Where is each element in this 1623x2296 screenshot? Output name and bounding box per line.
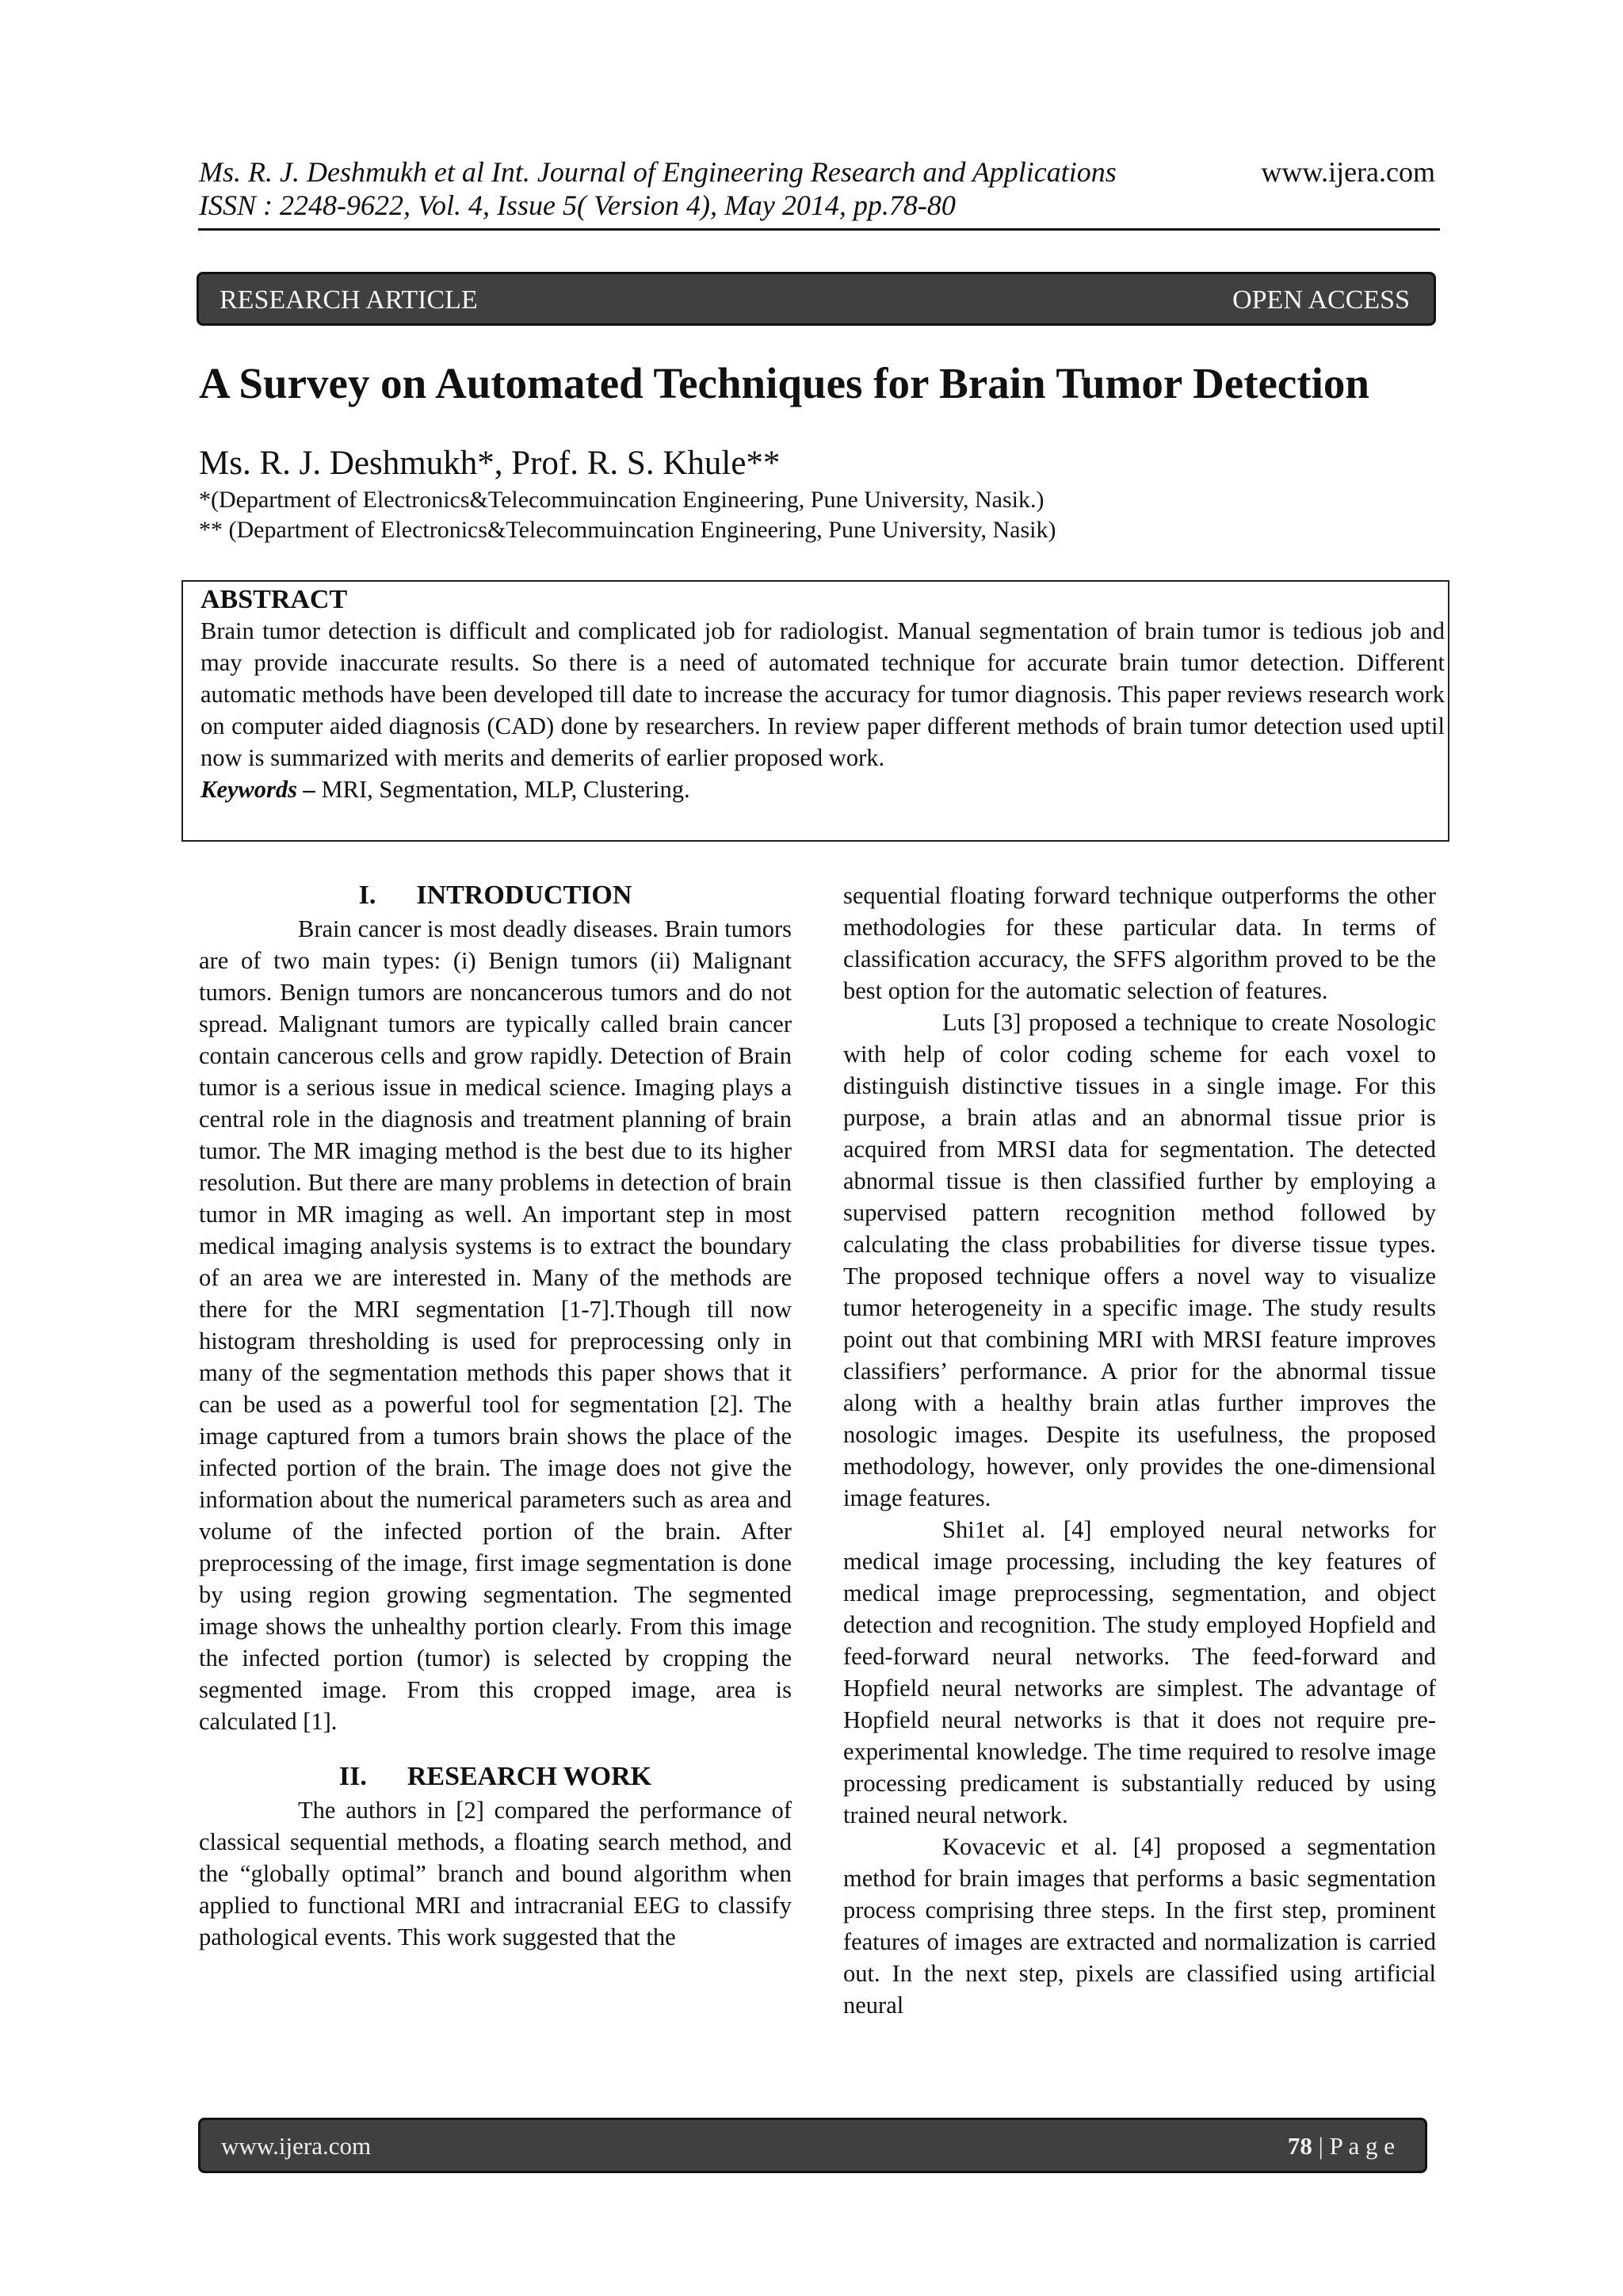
research-paragraph-luts: Luts [3] proposed a technique to create Nosologic with help of color coding scheme for each voxel to distinguish distinctive tissues in a single image. For this purpose, a brain atlas and an abnormal tissue prior is acquired from MRSI data for segmentation. The detected abnormal tissue is then classified further by employing a supervised pattern recognition method followed by calculating the class probabilities for diverse tissue types. The proposed technique offers a novel way to visualize tumor heterogeneity in a specific image. The study results point out that combining MRI with MRSI feature improves classifiers’ performance. A prior for the abnormal tissue along with a healthy brain atlas further improves the nosologic images. Despite its usefulness, the proposed methodology, however, only provides the one-dimensional image features. <box>843 1009 1436 1511</box>
running-header <box>199 155 1435 222</box>
intro-paragraph: Brain cancer is most deadly diseases. Brain tumors are of two main types: (i) Benign tumors (ii) Malignant tumors. Benign tumors are noncancerous tumors and do not spread. Malignant tumors are typically called brain cancer contain cancerous cells and grow rapidly. Detection of Brain tumor is a serious issue in medical science. Imaging plays a central role in the diagnosis and treatment planning of brain tumor. The MR imaging method is the best due to its higher resolution. But there are many problems in detection of brain tumor in MR imaging as well. An important step in most medical imaging analysis systems is to extract the boundary of an area we are interested in. Many of the methods are there for the MRI segmentation [1-7].Though till now histogram thresholding is used for preprocessing only in many of the segmentation methods this paper shows that it can be used as a powerful tool for segmentation [2]. The image captured from a tumors brain shows the place of the infected portion of the brain. The image does not give the information about the numerical parameters such as area and volume of the infected portion of the brain. After preprocessing of the image, first image segmentation is done by using region growing segmentation. The segmented image shows the unhealthy portion clearly. From this image the infected portion (tumor) is selected by cropping the segmented image. From this cropped image, area is calculated [1]. <box>199 915 792 1735</box>
intro-heading: I. INTRODUCTION <box>358 881 632 910</box>
page-footer <box>198 2118 1427 2173</box>
access-type: OPEN ACCESS <box>1232 285 1410 315</box>
authors: Ms. R. J. Deshmukh*, Prof. R. S. Khule** <box>199 445 781 482</box>
right-column <box>843 880 1436 2021</box>
keywords <box>200 774 1445 805</box>
article-type: RESEARCH ARTICLE <box>220 285 478 315</box>
keywords-label: Keywords – <box>200 776 315 803</box>
research-heading: II. RESEARCH WORK <box>338 1762 652 1791</box>
header-rule <box>198 228 1440 231</box>
abstract-box <box>181 580 1449 842</box>
research-paragraph-shi: Shi1et al. [4] employed neural networks for medical image processing, including the key features of medical image preprocessing, segmentation, and object detection and recognition. The study employed Hopfield and feed-forward neural networks. The feed-forward and Hopfield neural networks are simplest. The advantage of Hopfield neural networks is that it does not require pre-experimental knowledge. The time required to resolve image processing predicament is substantially reduced by using trained neural network. <box>843 1516 1436 1828</box>
affiliation-2: ** (Department of Electronics&Telecommuincation Engineering, Pune University, Nasik) <box>199 517 1056 543</box>
issn-line: ISSN : 2248-9622, Vol. 4, Issue 5( Version 4), May 2014, pp.78-80 <box>199 189 956 221</box>
research-paragraph-1: The authors in [2] compared the performance of classical sequential methods, a floating search method, and the “globally optimal” branch and bound algorithm when applied to functional MRI and intracranial EEG to classify pathological events. This work suggested that the <box>199 1797 792 1950</box>
page-label: | P a g e <box>1318 2132 1395 2160</box>
research-paragraph-kovacevic: Kovacevic et al. [4] proposed a segmentation method for brain images that performs a basic segmentation process comprising three steps. In the first step, prominent features of images are extracted and normalization is carried out. In the next step, pixels are classified using artificial neural <box>843 1833 1436 2019</box>
affiliation-1: *(Department of Electronics&Telecommuincation Engineering, Pune University, Nasik.) <box>199 487 1044 513</box>
article-banner <box>197 272 1436 326</box>
footer-url: www.ijera.com <box>221 2132 372 2160</box>
keywords-list: MRI, Segmentation, MLP, Clustering. <box>315 776 690 803</box>
left-column <box>199 878 792 1953</box>
journal-line: Ms. R. J. Deshmukh et al Int. Journal of Engineering Research and Applications <box>199 156 1117 188</box>
abstract-heading: ABSTRACT <box>200 585 348 614</box>
page-number-group <box>1288 2132 1395 2160</box>
paper-title: A Survey on Automated Techniques for Brain Tumor Detection <box>199 359 1370 407</box>
header-url: www.ijera.com <box>1261 156 1435 188</box>
research-paragraph-cont: sequential floating forward technique outperforms the other methodologies for these particular data. In terms of classification accuracy, the SFFS algorithm proved to be the best option for the automatic selection of features. <box>843 882 1436 1004</box>
page-number: 78 <box>1287 2132 1312 2160</box>
abstract-text: Brain tumor detection is difficult and complicated job for radiologist. Manual segmentation of brain tumor is tedious job and may provide inaccurate results. So there is a need of automated technique for accurate brain tumor detection. Different automatic methods have been developed till date to increase the accuracy for tumor diagnosis. This paper reviews research work on computer aided diagnosis (CAD) done by researchers. In review paper different methods of brain tumor detection used uptil now is summarized with merits and demerits of earlier proposed work. <box>200 617 1445 771</box>
